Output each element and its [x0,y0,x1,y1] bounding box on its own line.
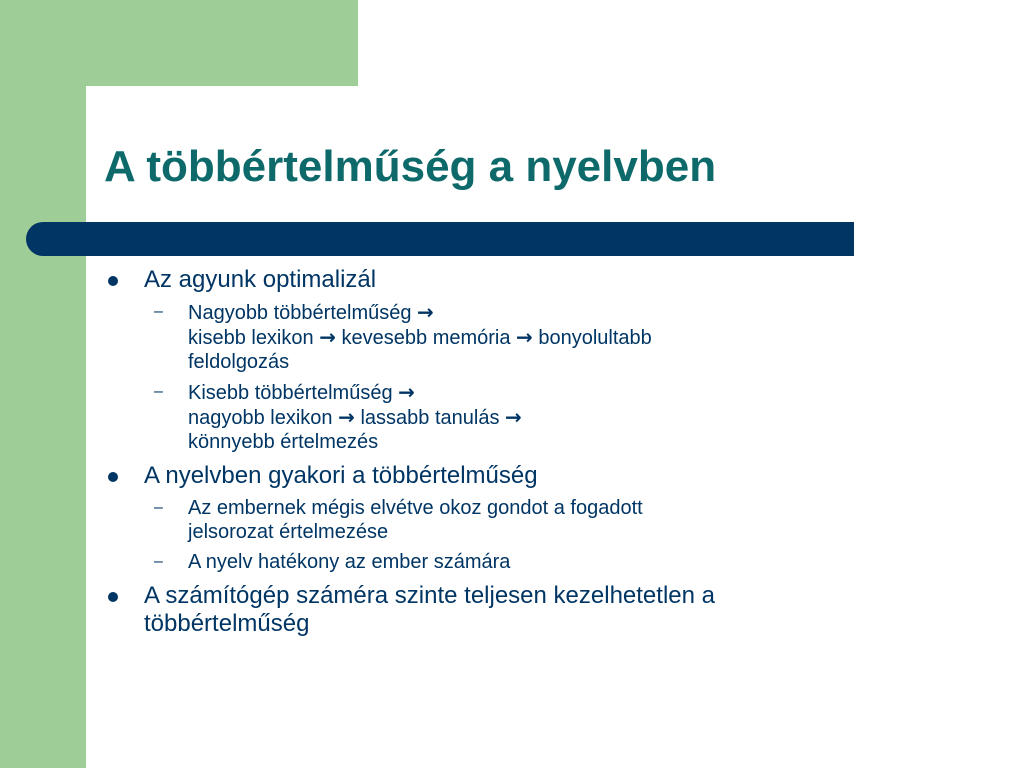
dash-icon: – [154,499,163,516]
sub-bullet-line: Nagyobb többértelműség → [188,300,434,324]
sub-list-item [104,550,904,574]
arrow-right-icon: → [319,325,336,349]
green-top-band [0,0,358,86]
list-item [104,582,904,638]
dash-icon: – [154,383,163,400]
sub-bullet-line: Kisebb többértelműség → [188,380,415,404]
list-item [104,266,904,294]
arrow-right-icon: → [338,405,355,429]
sub-bullet-line: kisebb lexikon → kevesebb memória → bonyolultabb [188,325,652,349]
title-underline-bar [26,222,854,256]
arrow-right-icon: → [505,405,522,429]
bullet-text: A nyelvben gyakori a többértelműség [144,462,538,489]
bullet-dot-icon [108,592,118,602]
bullet-text: A számítógép száméra szinte teljesen kezelhetetlen a [144,582,715,609]
bullet-list [104,266,904,638]
list-item [104,462,904,490]
dash-icon: – [154,553,163,570]
sub-list-item [104,380,904,454]
sub-list-item [104,496,904,544]
bullet-text: többértelműség [144,610,310,637]
bullet-dot-icon [108,472,118,482]
dash-icon: – [154,303,163,320]
arrow-right-icon: → [516,325,533,349]
sub-bullet-line: Az embernek mégis elvétve okoz gondot a fogadott [188,497,643,519]
sub-bullet-line: A nyelv hatékony az ember számára [188,551,511,573]
sub-bullet-line: feldolgozás [188,351,290,373]
sub-bullet-line: nagyobb lexikon → lassabb tanulás → [188,405,522,429]
bullet-text: Az agyunk optimalizál [144,266,377,293]
green-side-band [0,0,86,768]
sub-bullet-line: könnyebb értelmezés [188,431,379,453]
slide-title: A többértelműség a nyelvben [104,142,717,191]
sub-bullet-line: jelsorozat értelmezése [188,521,389,543]
arrow-right-icon: → [417,300,434,324]
arrow-right-icon: → [398,380,415,404]
sub-list-item [104,300,904,374]
bullet-dot-icon [108,276,118,286]
